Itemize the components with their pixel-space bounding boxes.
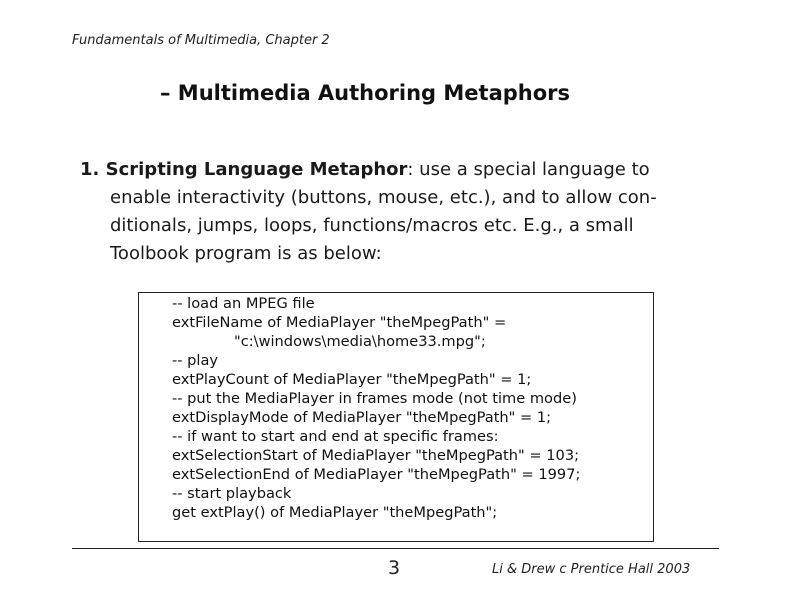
code-line: get extPlay() of MediaPlayer "theMpegPath"; (172, 504, 498, 521)
code-line: extPlayCount of MediaPlayer "theMpegPath" = 1; (172, 371, 532, 388)
code-line: extDisplayMode of MediaPlayer "theMpegPath" = 1; (172, 409, 552, 426)
code-line: extFileName of MediaPlayer "theMpegPath" = (172, 314, 507, 331)
code-line: extSelectionEnd of MediaPlayer "theMpegPath" = 1997; (172, 466, 581, 483)
paragraph-line-3: ditionals, jumps, loops, functions/macros etc. E.g., a small (110, 215, 634, 236)
slide-title: – Multimedia Authoring Metaphors (160, 81, 571, 105)
code-line: -- if want to start and end at specific frames: (172, 428, 499, 445)
code-line: -- play (172, 352, 219, 369)
running-header: Fundamentals of Multimedia, Chapter 2 (72, 33, 330, 48)
page-number: 3 (388, 557, 401, 579)
code-line: "c:\windows\media\home33.mpg"; (234, 333, 486, 350)
paragraph-line-1 (80, 156, 680, 184)
paragraph-line-2: enable interactivity (buttons, mouse, etc.), and to allow con- (110, 187, 657, 208)
item-heading: 1. Scripting Language Metaphor (80, 159, 408, 180)
toolbook-code-listing (172, 294, 580, 522)
footer-credit: Li & Drew c Prentice Hall 2003 (492, 562, 691, 577)
scripting-metaphor-paragraph (80, 156, 680, 268)
code-line: extSelectionStart of MediaPlayer "theMpegPath" = 103; (172, 447, 580, 464)
footer-divider (72, 548, 719, 549)
item-first-line-text: : use a special language to (407, 159, 650, 180)
paragraph-line-4: Toolbook program is as below: (110, 243, 382, 264)
code-line: -- put the MediaPlayer in frames mode (not time mode) (172, 390, 577, 407)
code-line: -- load an MPEG file (172, 295, 315, 312)
code-line: -- start playback (172, 485, 292, 502)
